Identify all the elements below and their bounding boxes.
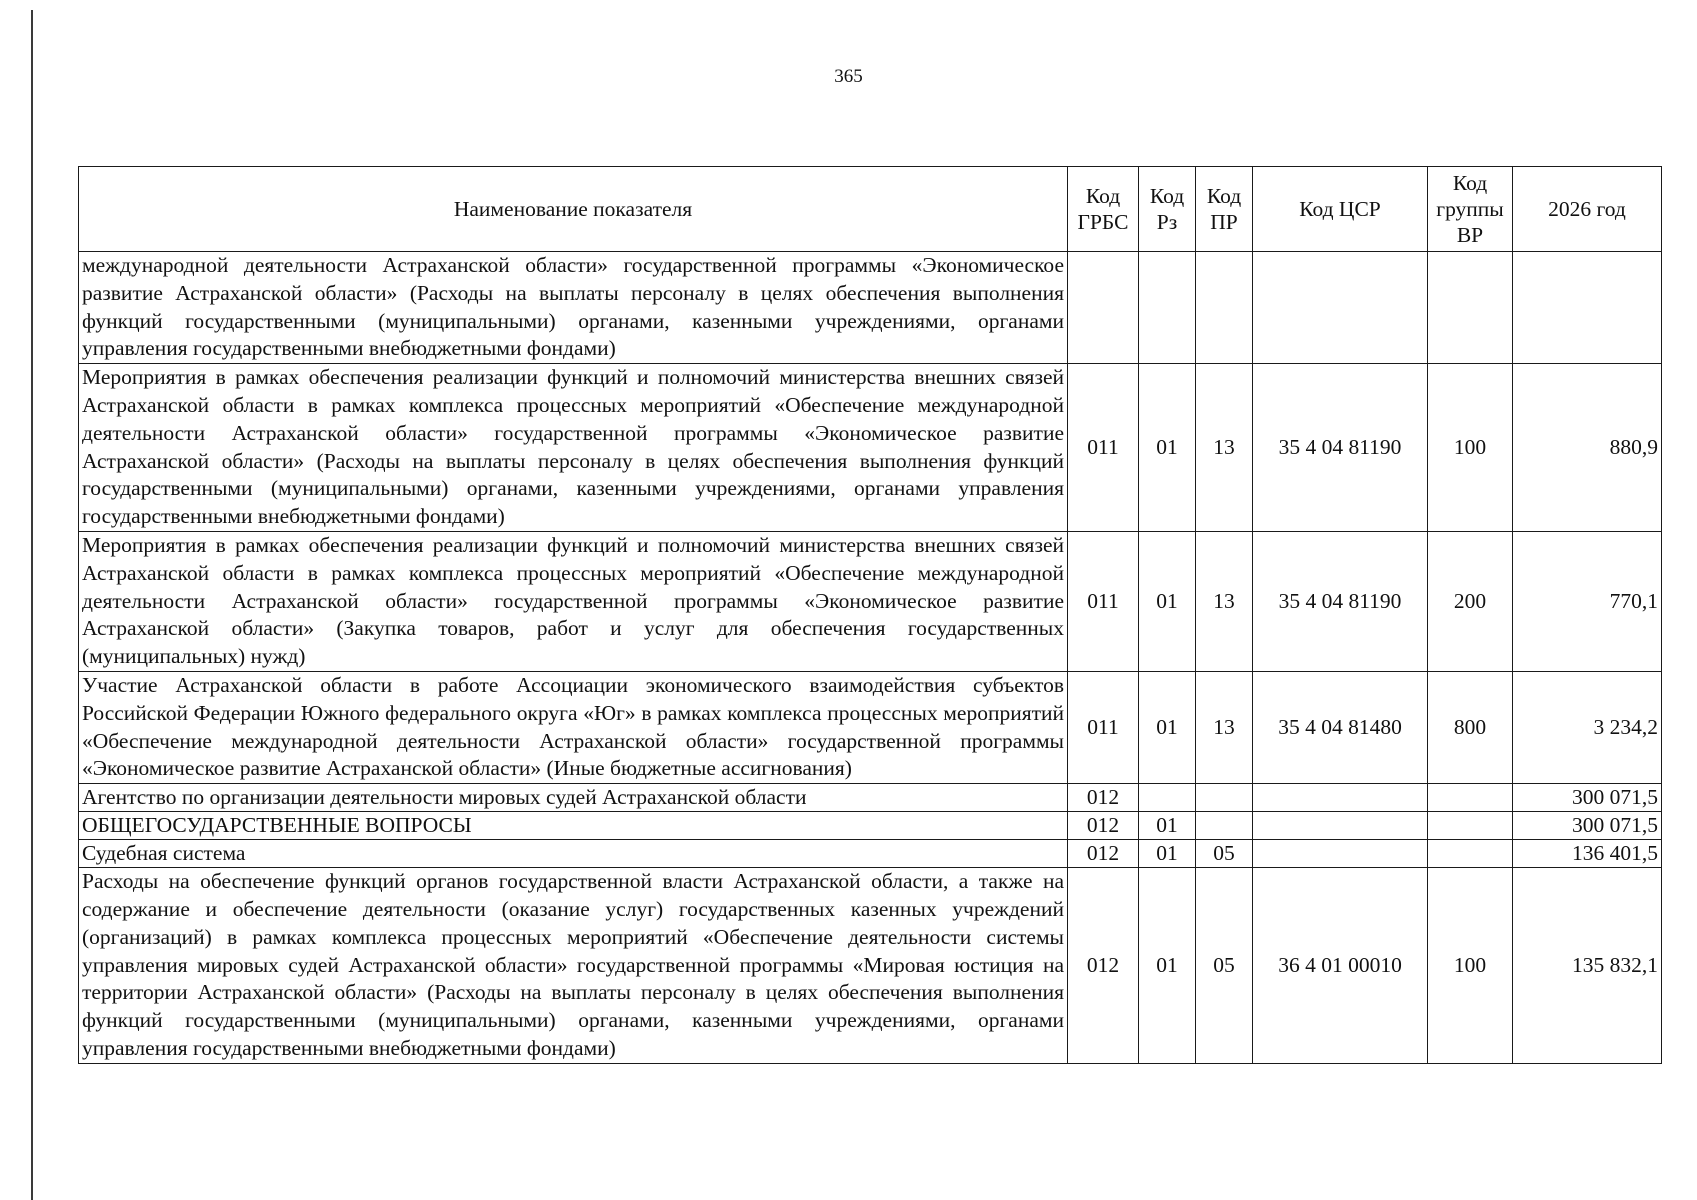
row-rz: 01: [1139, 364, 1196, 532]
row-name: Агентство по организации деятельности мировых судей Астраханской области: [79, 784, 1068, 812]
row-pr: [1196, 784, 1253, 812]
table-row: [79, 671, 1662, 783]
row-vr: [1428, 840, 1513, 868]
row-amount: [1513, 252, 1662, 364]
row-csr: [1253, 252, 1428, 364]
row-amount: 880,9: [1513, 364, 1662, 532]
header-row: [79, 167, 1662, 252]
row-grbs: [1068, 252, 1139, 364]
header-vr: Код группы ВР: [1428, 167, 1513, 252]
row-pr: 13: [1196, 531, 1253, 671]
row-vr: 100: [1428, 868, 1513, 1064]
row-amount: 3 234,2: [1513, 671, 1662, 783]
row-pr: 13: [1196, 671, 1253, 783]
row-rz: 01: [1139, 531, 1196, 671]
row-csr: 35 4 04 81480: [1253, 671, 1428, 783]
row-csr: 36 4 01 00010: [1253, 868, 1428, 1064]
header-year: 2026 год: [1513, 167, 1662, 252]
row-amount: 300 071,5: [1513, 812, 1662, 840]
row-vr: [1428, 812, 1513, 840]
header-rz: Код Рз: [1139, 167, 1196, 252]
row-amount: 136 401,5: [1513, 840, 1662, 868]
row-name: Мероприятия в рамках обеспечения реализации функций и полномочий министерства внешних связей Астраханской области в рамках комплекса процессных мероприятий «Обеспечение международной деятельности Астраханской области» государственной программы «Экономическое развитие Астраханской области» (Расходы на выплаты персоналу в целях обеспечения выполнения функций государственными (муниципальными) органами, казенными учреждениями, органами управления государственными внебюджетными фондами): [79, 364, 1068, 532]
row-amount: 300 071,5: [1513, 784, 1662, 812]
row-amount: 770,1: [1513, 531, 1662, 671]
row-vr: 100: [1428, 364, 1513, 532]
row-rz: 01: [1139, 812, 1196, 840]
table-row: [79, 840, 1662, 868]
row-pr: [1196, 252, 1253, 364]
row-grbs: 011: [1068, 364, 1139, 532]
table-row: [79, 531, 1662, 671]
header-pr: Код ПР: [1196, 167, 1253, 252]
row-pr: 13: [1196, 364, 1253, 532]
row-name: Судебная система: [79, 840, 1068, 868]
table-row: [79, 812, 1662, 840]
header-csr: Код ЦСР: [1253, 167, 1428, 252]
row-rz: [1139, 252, 1196, 364]
row-rz: 01: [1139, 840, 1196, 868]
row-grbs: 011: [1068, 671, 1139, 783]
row-csr: 35 4 04 81190: [1253, 364, 1428, 532]
row-vr: 800: [1428, 671, 1513, 783]
row-rz: [1139, 784, 1196, 812]
row-name: Мероприятия в рамках обеспечения реализации функций и полномочий министерства внешних связей Астраханской области в рамках комплекса процессных мероприятий «Обеспечение международной деятельности Астраханской области» государственной программы «Экономическое развитие Астраханской области» (Закупка товаров, работ и услуг для обеспечения государственных (муниципальных) нужд): [79, 531, 1068, 671]
row-rz: 01: [1139, 868, 1196, 1064]
budget-table: [78, 166, 1662, 1064]
table-row: [79, 868, 1662, 1064]
row-csr: [1253, 784, 1428, 812]
row-name: ОБЩЕГОСУДАРСТВЕННЫЕ ВОПРОСЫ: [79, 812, 1068, 840]
row-vr: [1428, 252, 1513, 364]
row-grbs: 012: [1068, 812, 1139, 840]
row-name: Расходы на обеспечение функций органов государственной власти Астраханской области, а также на содержание и обеспечение деятельности (оказание услуг) государственных казенных учреждений (организаций) в рамках комплекса процессных мероприятий «Обеспечение деятельности системы управления мировых судей Астраханской области» государственной программы «Мировая юстиция на территории Астраханской области» (Расходы на выплаты персоналу в целях обеспечения выполнения функций государственными (муниципальными) органами, казенными учреждениями, органами управления государственными внебюджетными фондами): [79, 868, 1068, 1064]
table-row: [79, 784, 1662, 812]
row-csr: [1253, 812, 1428, 840]
row-pr: 05: [1196, 840, 1253, 868]
row-pr: 05: [1196, 868, 1253, 1064]
row-vr: 200: [1428, 531, 1513, 671]
row-grbs: 012: [1068, 784, 1139, 812]
row-csr: [1253, 840, 1428, 868]
row-rz: 01: [1139, 671, 1196, 783]
table-row: [79, 364, 1662, 532]
binding-margin-line: [31, 10, 33, 1200]
page-number: 365: [834, 66, 863, 87]
header-name: Наименование показателя: [79, 167, 1068, 252]
row-grbs: 011: [1068, 531, 1139, 671]
row-grbs: 012: [1068, 868, 1139, 1064]
row-csr: 35 4 04 81190: [1253, 531, 1428, 671]
table-row: [79, 252, 1662, 364]
row-pr: [1196, 812, 1253, 840]
row-grbs: 012: [1068, 840, 1139, 868]
row-vr: [1428, 784, 1513, 812]
header-grbs: Код ГРБС: [1068, 167, 1139, 252]
row-name: Участие Астраханской области в работе Ассоциации экономического взаимодействия субъектов Российской Федерации Южного федерального округа «Юг» в рамках комплекса процессных мероприятий «Обеспечение международной деятельности Астраханской области» государственной программы «Экономическое развитие Астраханской области» (Иные бюджетные ассигнования): [79, 671, 1068, 783]
row-name: международной деятельности Астраханской области» государственной программы «Экономическое развитие Астраханской области» (Расходы на выплаты персоналу в целях обеспечения выполнения функций государственными (муниципальными) органами, казенными учреждениями, органами управления государственными внебюджетными фондами): [79, 252, 1068, 364]
row-amount: 135 832,1: [1513, 868, 1662, 1064]
